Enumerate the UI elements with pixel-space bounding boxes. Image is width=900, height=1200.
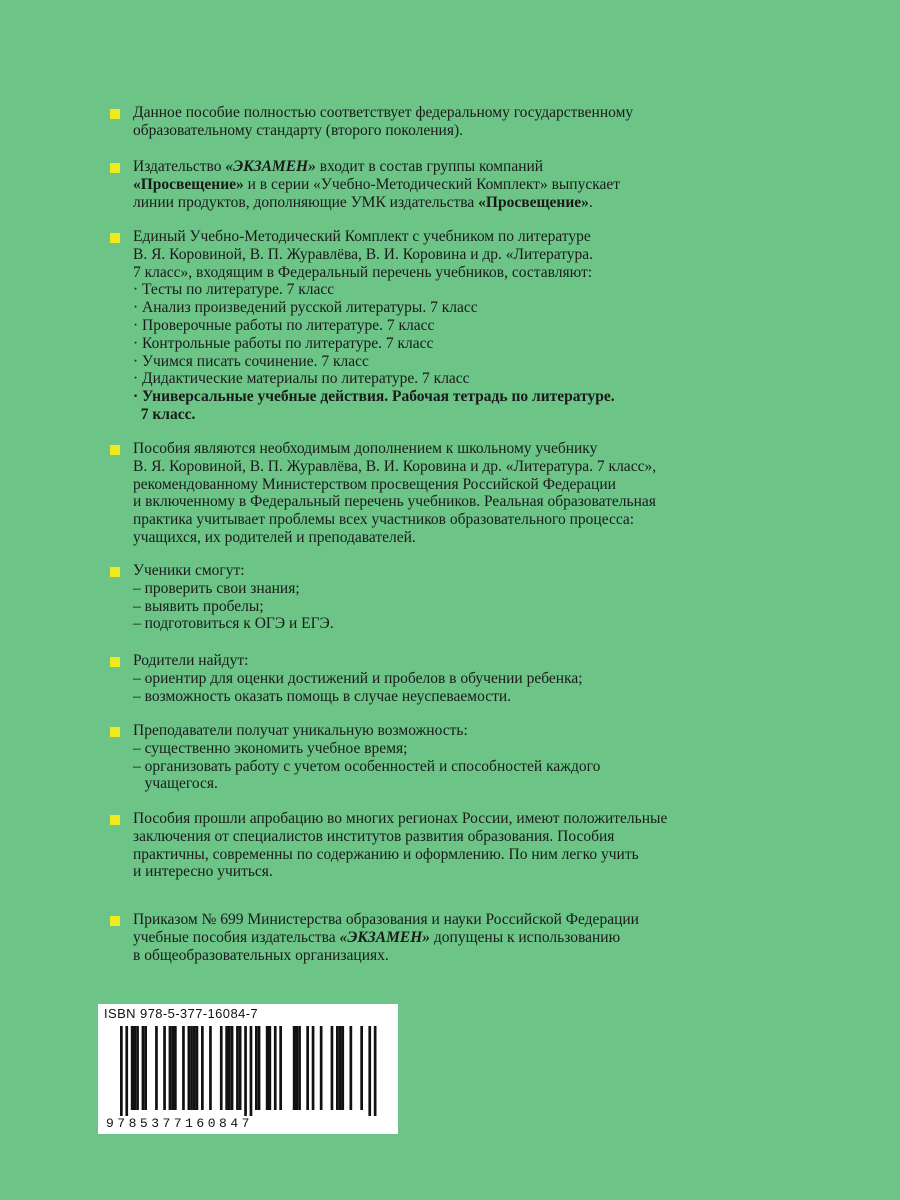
barcode-bar <box>293 1026 296 1110</box>
barcode-bar <box>188 1026 191 1110</box>
text-span: и в серии «Учебно-Методический Комплект» выпускает <box>243 175 621 193</box>
list-item: – существенно экономить учебное время; <box>133 739 408 757</box>
barcode-bar <box>350 1026 353 1110</box>
section-description <box>112 440 732 547</box>
list-item: – проверить свои знания; <box>133 579 300 597</box>
text-line: практика учитывает проблемы всех участников образовательного процесса: <box>133 511 635 529</box>
text-span: учебные пособия издательства <box>133 928 340 946</box>
barcode-bar <box>336 1026 339 1110</box>
list-item: – ориентир для оценки достижений и пробелов в обучении ребенка; <box>133 669 583 687</box>
text-span: допущены к использованию <box>430 928 621 946</box>
section-teachers <box>112 722 732 793</box>
text-line: учащихся, их родителей и преподавателей. <box>133 528 416 546</box>
bullet-icon <box>110 727 120 737</box>
section-parents <box>112 652 732 705</box>
barcode-bar <box>193 1026 196 1110</box>
text-span: линии продуктов, дополняющие УМК издательства <box>133 193 479 211</box>
publisher-name: «Просвещение» <box>133 175 244 193</box>
barcode-icon <box>106 1026 392 1116</box>
text-line: В. Я. Коровиной, В. П. Журавлёва, В. И. Коровина и др. «Литература. 7 класс», <box>133 457 657 475</box>
text-line <box>112 929 732 947</box>
text-line <box>112 194 732 212</box>
barcode-bar <box>306 1026 309 1110</box>
section-order <box>112 911 732 964</box>
bullet-icon <box>110 657 120 667</box>
barcode-bar <box>298 1026 301 1110</box>
text-line: рекомендованному Министерством просвещения Российской Федерации <box>133 475 616 493</box>
barcode-bar <box>239 1026 242 1110</box>
section-umk <box>112 228 732 424</box>
barcode-bar <box>341 1026 344 1110</box>
bullet-icon <box>110 233 120 243</box>
barcode-bar <box>331 1026 334 1110</box>
isbn-barcode <box>98 1004 398 1134</box>
barcode-number: 9785377160847 <box>106 1116 253 1131</box>
barcode-bar <box>255 1026 258 1110</box>
list-item: · Контрольные работы по литературе. 7 класс <box>133 334 434 352</box>
text-line: Родители найдут: <box>133 652 249 669</box>
barcode-bar <box>374 1026 377 1116</box>
barcode-bar <box>169 1026 172 1110</box>
barcode-bar <box>360 1026 363 1110</box>
barcode-bar <box>244 1026 247 1116</box>
barcode-bar <box>196 1026 199 1110</box>
text-line: практичны, современны по содержанию и оформлению. По ним легко учить <box>133 845 639 863</box>
list-item: – выявить пробелы; <box>133 597 264 615</box>
list-item: – возможность оказать помощь в случае неуспеваемости. <box>133 687 512 705</box>
section-standard <box>112 104 732 140</box>
text-line: Пособия прошли апробацию во многих регионах России, имеют положительные <box>133 810 668 827</box>
text-span: Издательство <box>133 158 226 175</box>
bullet-icon <box>110 109 120 119</box>
text-line: Преподаватели получат уникальную возможность: <box>133 722 468 739</box>
barcode-bar <box>269 1026 272 1110</box>
publisher-name: «Просвещение» <box>478 193 589 211</box>
barcode-bar <box>182 1026 185 1110</box>
text-line <box>112 158 732 176</box>
barcode-bar <box>174 1026 177 1110</box>
text-line: и включенному в Федеральный перечень учебников. Реальная образовательная <box>133 493 656 511</box>
barcode-bar <box>125 1026 128 1116</box>
isbn-label: ISBN 978-5-377-16084-7 <box>104 1006 259 1021</box>
list-item: · Учимся писать сочинение. 7 класс <box>133 352 369 370</box>
text-line: Пособия являются необходимым дополнением к школьному учебнику <box>133 440 598 457</box>
list-item-highlighted: · Универсальные учебные действия. Рабочая тетрадь по литературе. <box>133 388 615 406</box>
text-span: входит в состав группы компаний <box>315 158 544 175</box>
barcode-bar <box>339 1026 342 1110</box>
barcode-bar <box>134 1026 137 1110</box>
barcode-bar <box>228 1026 231 1110</box>
barcode-bar <box>144 1026 147 1110</box>
barcode-bar <box>231 1026 234 1110</box>
barcode-bar <box>131 1026 134 1110</box>
text-line: Ученики смогут: <box>133 562 245 579</box>
list-item: – организовать работу с учетом особенностей и способностей каждого <box>133 757 601 775</box>
bullet-icon <box>110 445 120 455</box>
publisher-name: «ЭКЗАМЕН» <box>225 158 316 175</box>
list-item: учащегося. <box>133 775 218 793</box>
bullet-icon <box>110 567 120 577</box>
section-publisher <box>112 158 732 211</box>
publisher-name: «ЭКЗАМЕН» <box>339 928 431 946</box>
list-item: · Проверочные работы по литературе. 7 класс <box>133 316 435 334</box>
text-line: образовательному стандарту (второго поколения). <box>133 121 464 139</box>
barcode-bar <box>274 1026 277 1110</box>
barcode-bar <box>120 1026 123 1116</box>
barcode-bar <box>266 1026 269 1110</box>
barcode-bar <box>320 1026 323 1110</box>
barcode-bar <box>220 1026 223 1110</box>
list-item: · Анализ произведений русской литературы. 7 класс <box>133 299 478 317</box>
text-line: и интересно учиться. <box>133 863 273 881</box>
barcode-bar <box>142 1026 145 1110</box>
barcode-bar <box>258 1026 261 1110</box>
barcode-bar <box>236 1026 239 1110</box>
text-line: заключения от специалистов институтов развития образования. Пособия <box>133 827 615 845</box>
list-item: – подготовиться к ОГЭ и ЕГЭ. <box>133 615 334 633</box>
text-line: Данное пособие полностью соответствует федеральному государственному <box>133 104 634 121</box>
text-line <box>112 176 732 194</box>
barcode-bar <box>163 1026 166 1110</box>
barcode-bar <box>136 1026 139 1110</box>
barcode-bar <box>155 1026 158 1110</box>
text-line: В. Я. Коровиной, В. П. Журавлёва, В. И. Коровина и др. «Литература. <box>133 245 594 263</box>
barcode-bar <box>279 1026 282 1110</box>
text-span: . <box>588 193 593 211</box>
section-approval <box>112 810 732 881</box>
barcode-bar <box>296 1026 299 1110</box>
barcode-bar <box>209 1026 212 1110</box>
text-line: Единый Учебно-Методический Комплект с учебником по литературе <box>133 228 591 245</box>
text-line: Приказом № 699 Министерства образования и науки Российской Федерации <box>133 911 639 928</box>
barcode-bar <box>225 1026 228 1110</box>
bullet-icon <box>110 815 120 825</box>
barcode-bar <box>171 1026 174 1110</box>
bullet-icon <box>110 163 120 173</box>
text-line: 7 класс», входящим в Федеральный перечень учебников, составляют: <box>133 263 593 281</box>
barcode-bar <box>250 1026 253 1116</box>
text-line: в общеобразовательных организациях. <box>133 946 389 964</box>
list-item-highlighted: 7 класс. <box>133 405 196 423</box>
barcode-bar <box>368 1026 371 1116</box>
section-students <box>112 562 732 633</box>
list-item: · Дидактические материалы по литературе. 7 класс <box>133 370 470 388</box>
barcode-bar <box>312 1026 315 1110</box>
list-item: · Тесты по литературе. 7 класс <box>133 281 335 299</box>
bullet-icon <box>110 916 120 926</box>
barcode-bar <box>201 1026 204 1110</box>
barcode-bar <box>190 1026 193 1110</box>
